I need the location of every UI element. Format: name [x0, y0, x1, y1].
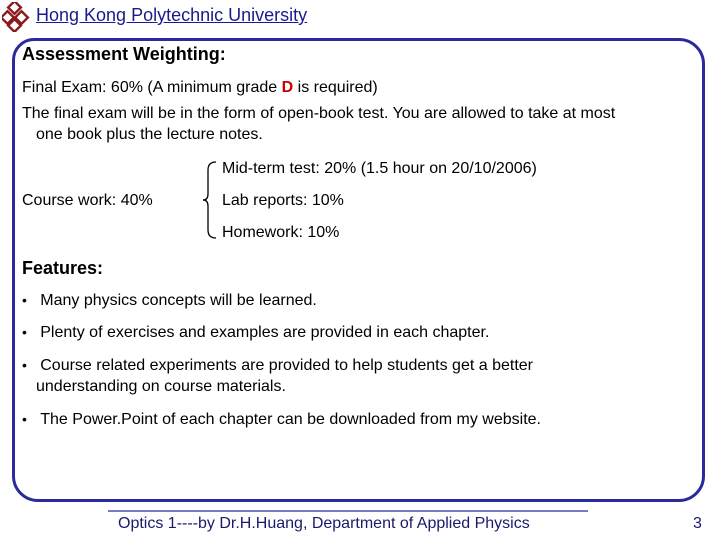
exam-note-line2: one book plus the lecture notes. — [36, 126, 263, 143]
course-work-text: Course work: 40% — [22, 192, 153, 209]
homework-text: Homework: 10% — [222, 224, 340, 241]
feature-text: The Power.Point of each chapter can be downloaded from my website. — [40, 411, 541, 428]
left-brace-icon — [202, 160, 218, 240]
feature-text-continued: understanding on course materials. — [36, 378, 286, 395]
final-exam-prefix: Final Exam: 60% (A minimum grade — [22, 79, 282, 96]
feature-item — [22, 292, 317, 310]
university-name: Hong Kong Polytechnic University — [36, 5, 308, 25]
feature-text: Plenty of exercises and examples are provided in each chapter. — [40, 324, 490, 341]
page-number: 3 — [693, 515, 702, 532]
bullet: • — [22, 357, 27, 373]
minimum-grade: D — [281, 79, 294, 96]
final-exam-suffix: is required) — [293, 79, 378, 96]
feature-text: Many physics concepts will be learned. — [40, 292, 317, 309]
footer-text: Optics 1----by Dr.H.Huang, Department of Applied Physics — [118, 515, 530, 532]
footer-rule — [108, 510, 588, 512]
feature-text: Course related experiments are provided to help students get a better — [40, 357, 533, 374]
polyu-logo-icon — [2, 2, 32, 32]
lab-reports-text: Lab reports: 10% — [222, 192, 344, 209]
feature-item — [22, 411, 541, 429]
midterm-text: Mid-term test: 20% (1.5 hour on 20/10/2006) — [222, 160, 537, 177]
final-exam-line — [22, 79, 378, 97]
bullet: • — [22, 411, 27, 427]
features-heading: Features: — [22, 258, 104, 278]
feature-item — [22, 357, 533, 375]
assessment-heading: Assessment Weighting: — [22, 44, 226, 64]
bullet: • — [22, 292, 27, 308]
bullet: • — [22, 324, 27, 340]
exam-note-line1: The final exam will be in the form of open-book test. You are allowed to take at most — [22, 105, 616, 122]
feature-item — [22, 324, 489, 342]
